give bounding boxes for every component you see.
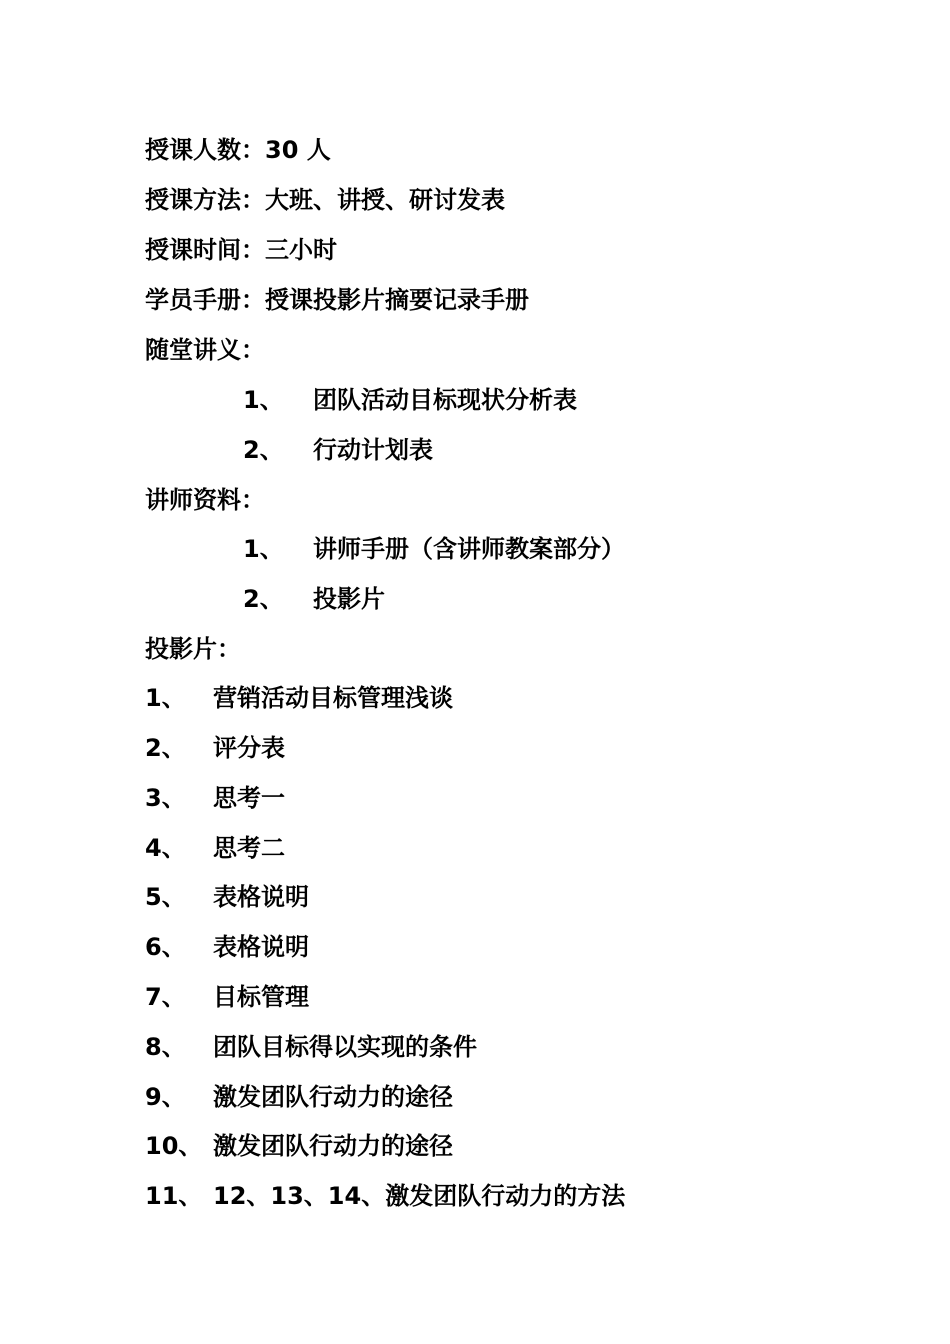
info-manual-label: 学员手册： xyxy=(145,286,265,314)
slide-item xyxy=(145,1081,453,1113)
slide-item-text: 表格说明 xyxy=(213,883,309,911)
slide-item-text: 团队目标得以实现的条件 xyxy=(213,1033,477,1061)
slide-item-num: 5、 xyxy=(145,883,186,911)
slide-item-num: 10、 xyxy=(145,1132,203,1160)
handout-item-text: 行动计划表 xyxy=(313,436,433,464)
info-count-label: 授课人数： xyxy=(145,136,265,164)
slides-heading: 投影片： xyxy=(145,635,241,663)
slide-item xyxy=(145,881,309,913)
info-manual-value: 授课投影片摘要记录手册 xyxy=(265,286,529,314)
handout-item-num: 1、 xyxy=(243,386,284,414)
slide-item-text: 12、13、14、激发团队行动力的方法 xyxy=(213,1182,626,1210)
slide-item-text: 激发团队行动力的途径 xyxy=(213,1083,453,1111)
slide-item-num: 6、 xyxy=(145,933,186,961)
slide-item-num: 7、 xyxy=(145,983,186,1011)
slide-item-text: 思考一 xyxy=(213,784,285,812)
handout-item-num: 2、 xyxy=(243,436,284,464)
info-method xyxy=(145,184,505,216)
slide-item-num: 2、 xyxy=(145,734,186,762)
lecturer-item-num: 2、 xyxy=(243,585,284,613)
slide-item-num: 4、 xyxy=(145,834,186,862)
slide-item-text: 营销活动目标管理浅谈 xyxy=(213,684,453,712)
slide-item xyxy=(145,682,453,714)
info-method-value: 大班、讲授、研讨发表 xyxy=(265,186,505,214)
info-time-value: 三小时 xyxy=(265,236,337,264)
lecturer-item xyxy=(243,583,385,615)
slide-item-text: 思考二 xyxy=(213,834,285,862)
info-count-value: 30 人 xyxy=(265,136,331,164)
handout-item-text: 团队活动目标现状分析表 xyxy=(313,386,577,414)
handout-item xyxy=(243,434,433,466)
lecturer-item xyxy=(243,533,625,565)
info-count xyxy=(145,134,331,166)
slide-item xyxy=(145,1180,625,1212)
slide-item xyxy=(145,832,285,864)
slide-item-num: 9、 xyxy=(145,1083,186,1111)
slide-item-num: 1、 xyxy=(145,684,186,712)
lecturer-item-text: 投影片 xyxy=(313,585,385,613)
info-method-label: 授课方法： xyxy=(145,186,265,214)
slide-item-num: 3、 xyxy=(145,784,186,812)
slide-item xyxy=(145,782,285,814)
slide-item xyxy=(145,981,309,1013)
lecturer-item-text: 讲师手册（含讲师教案部分） xyxy=(313,535,625,563)
slide-item xyxy=(145,931,309,963)
slide-item-text: 评分表 xyxy=(213,734,285,762)
lecturer-item-num: 1、 xyxy=(243,535,284,563)
info-time-label: 授课时间： xyxy=(145,236,265,264)
slide-item xyxy=(145,1031,477,1063)
info-manual xyxy=(145,284,529,316)
lecturer-heading: 讲师资料： xyxy=(145,486,265,514)
handout-item xyxy=(243,384,577,416)
slide-item xyxy=(145,1130,453,1162)
info-time xyxy=(145,234,337,266)
slide-item-text: 激发团队行动力的途径 xyxy=(213,1132,453,1160)
slide-item-text: 目标管理 xyxy=(213,983,309,1011)
handouts-heading: 随堂讲义： xyxy=(145,336,265,364)
slide-item-text: 表格说明 xyxy=(213,933,309,961)
slide-item xyxy=(145,732,285,764)
slide-item-num: 8、 xyxy=(145,1033,186,1061)
slide-item-num: 11、 xyxy=(145,1182,203,1210)
